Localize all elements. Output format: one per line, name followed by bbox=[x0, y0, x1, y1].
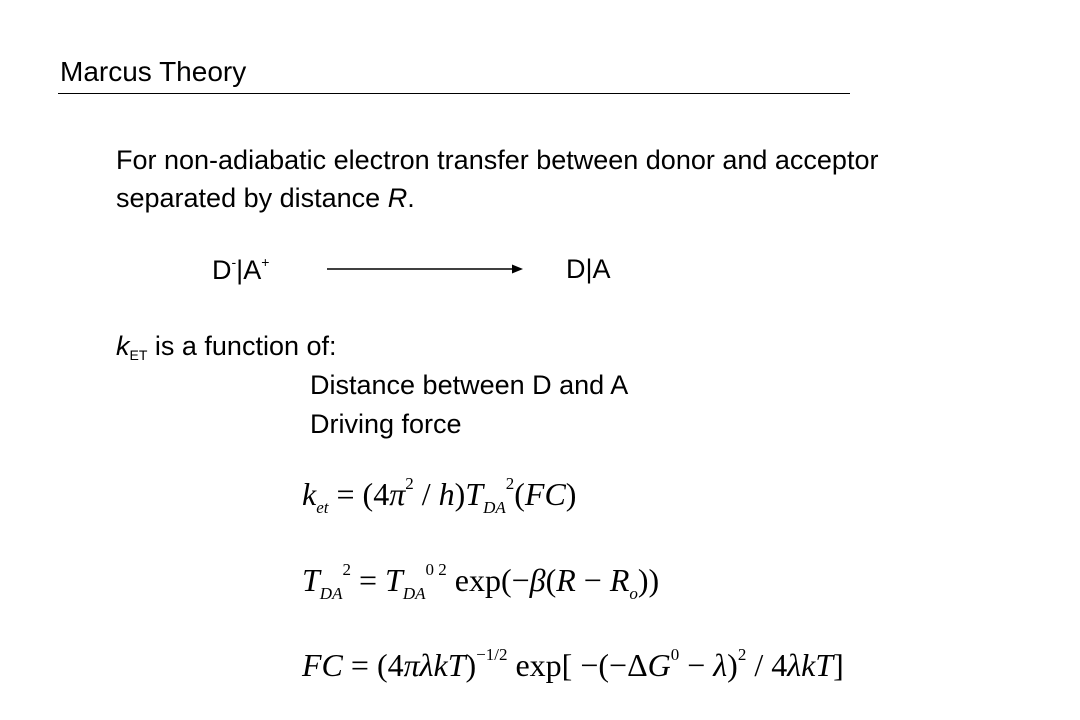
donor-charge: - bbox=[231, 254, 237, 270]
intro-line-1: For non-adiabatic electron transfer between donor and acceptor bbox=[116, 145, 879, 175]
intro-line-2-suffix: . bbox=[407, 183, 415, 213]
rate-constant-symbol: k bbox=[116, 331, 130, 361]
reaction-product: D|A bbox=[566, 254, 611, 284]
rate-constant-text: is a function of: bbox=[147, 331, 337, 361]
reactant-separator: | bbox=[236, 255, 244, 285]
factor-driving-force: Driving force bbox=[310, 409, 462, 439]
intro-line-2 bbox=[116, 179, 415, 217]
reaction-arrow-icon bbox=[325, 262, 525, 276]
intro-line-2-prefix: separated by distance bbox=[116, 183, 388, 213]
reactant-acceptor: A bbox=[243, 255, 262, 285]
distance-variable: R bbox=[387, 183, 408, 213]
slide-title: Marcus Theory bbox=[60, 56, 247, 87]
rate-constant-line bbox=[116, 331, 337, 363]
reaction-reactant bbox=[212, 254, 269, 286]
rate-constant-subscript: ET bbox=[129, 347, 148, 363]
factor-distance: Distance between D and A bbox=[310, 370, 629, 400]
equation-rate-constant: $k_{et} = (4\pi^2 / h)T_{DA}^2(FC)$ bbox=[302, 474, 577, 517]
equation-coupling: $T_{DA}^2 = T_{DA}^{0 2}$ $\exp(-\beta(R - R_o))$ bbox=[302, 560, 660, 603]
equation-franck-condon: FC = $(4\pi\lambda kT)^{-1/2}$ $\exp[ -(-\Delta G^0 - \lambda)^2 / 4\lambda kT]$ bbox=[302, 645, 844, 683]
acceptor-charge: + bbox=[261, 254, 270, 270]
reactant-donor: D bbox=[212, 255, 232, 285]
title-underline bbox=[58, 93, 850, 94]
